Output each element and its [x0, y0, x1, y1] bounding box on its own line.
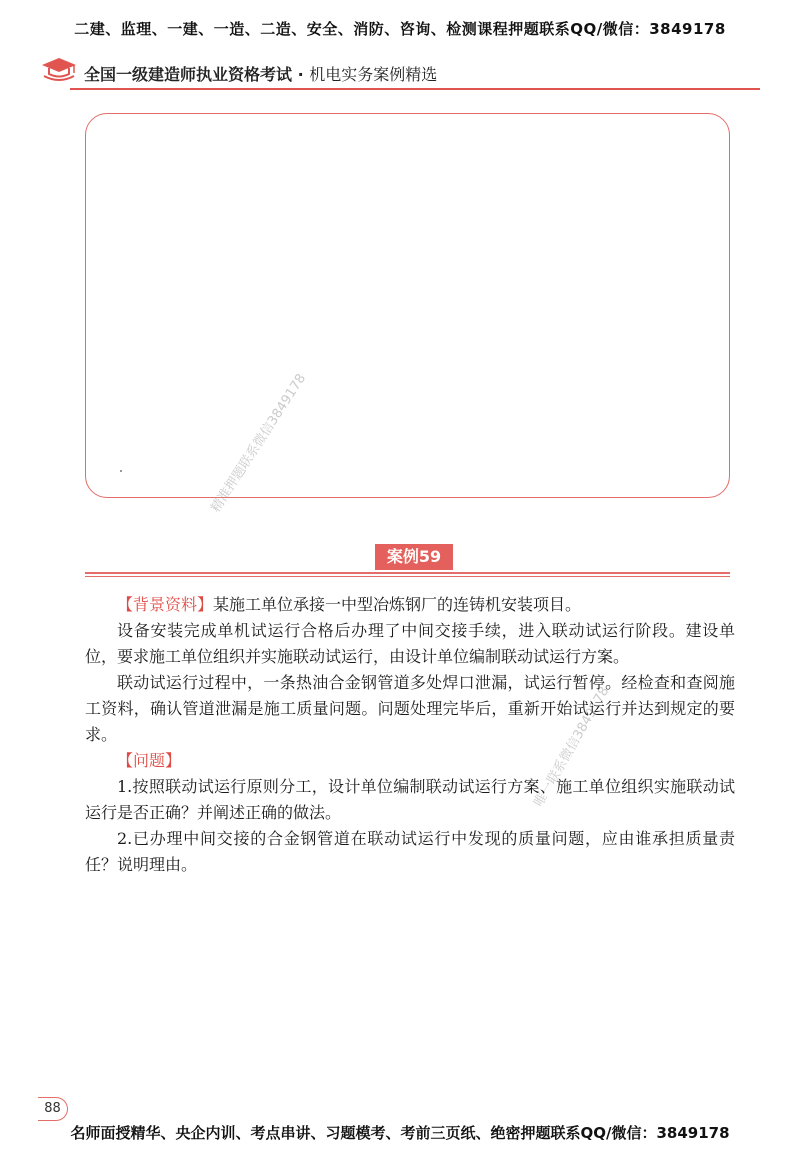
graduation-cap-book-icon: [40, 56, 78, 84]
background-paragraph: 设备安装完成单机试运行合格后办理了中间交接手续，进入联动试运行阶段。建设单位，要求施工单位组织并实施联动试运行，由设计单位编制联动试运行方案。: [85, 621, 735, 666]
background-paragraph: [85, 592, 735, 618]
case-content: [85, 592, 735, 878]
background-paragraph: 联动试运行过程中，一条热油合金钢管道多处焊口泄漏，试运行暂停。经检查和查阅施工资料，确认管道泄漏是施工质量问题。问题处理完毕后，重新开始试运行并达到规定的要求。: [85, 673, 735, 744]
page-number: 88: [38, 1097, 68, 1121]
case-title-rule: [85, 572, 730, 574]
title-separator: ·: [297, 65, 304, 84]
blank-frame: [85, 113, 730, 498]
top-banner: 二建、监理、一建、一造、二造、安全、消防、咨询、检测课程押题联系QQ/微信：3849178: [74, 20, 726, 38]
title-main: 全国一级建造师执业资格考试: [84, 65, 293, 84]
background-tag: 【背景资料】: [117, 595, 214, 614]
frame-dot: [120, 470, 122, 472]
page-header: [40, 56, 760, 96]
question-tag: 【问题】: [117, 751, 182, 770]
question-heading: [85, 748, 735, 774]
watermark: 精准押题联系微信3849178: [208, 371, 310, 516]
background-text: 某施工单位承接一中型冶炼钢厂的连铸机安装项目。: [213, 595, 582, 614]
question-item: 2.已办理中间交接的合金钢管道在联动试运行中发现的质量问题，应由谁承担质量责任？说明理由。: [85, 829, 735, 874]
question-item: 1.按照联动试运行原则分工，设计单位编制联动试运行方案、施工单位组织实施联动试运行是否正确？并阐述正确的做法。: [85, 777, 735, 822]
case-title-bar: [85, 544, 730, 578]
title-subtitle: 机电实务案例精选: [309, 65, 438, 84]
case-title: 案例59: [375, 544, 453, 570]
footer-banner: 名师面授精华、央企内训、考点串讲、习题模考、考前三页纸、绝密押题联系QQ/微信：3849178: [70, 1124, 730, 1142]
header-rule: [70, 88, 760, 90]
watermark: 唯一联系微信3849178: [531, 684, 613, 810]
case-title-rule: [85, 576, 730, 577]
page-title: [84, 62, 437, 85]
